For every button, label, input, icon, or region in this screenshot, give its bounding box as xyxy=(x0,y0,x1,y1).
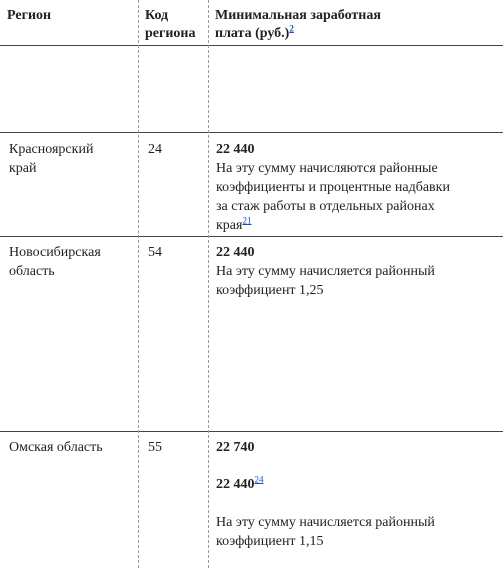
cell-region-krasnoyarsk: Красноярский край xyxy=(9,142,94,176)
note-krasnoyarsk-line1: На эту сумму начисляются районные xyxy=(216,161,438,176)
amount-omsk: 22 740 xyxy=(216,440,255,455)
header-min-wage xyxy=(215,7,381,43)
cell-region-omsk: Омская область xyxy=(9,440,103,455)
note-krasnoyarsk-line3: за стаж работы в отдельных районах xyxy=(216,199,435,214)
cell-code-novosibirsk: 54 xyxy=(148,245,162,260)
header-code-line1: Код xyxy=(145,8,169,23)
header-bottom-border xyxy=(0,45,503,46)
row-separator-omsk-top xyxy=(0,431,503,432)
amount2-omsk-wrap xyxy=(216,475,264,494)
header-min-wage-line2: плата (руб.) xyxy=(215,26,290,41)
note-novosibirsk-line1: На эту сумму начисляется районный xyxy=(216,264,435,279)
row-separator-krasnoyarsk-top xyxy=(0,132,503,133)
header-min-wage-line1: Минимальная заработная xyxy=(215,8,381,23)
note-omsk-line1: На эту сумму начисляется районный xyxy=(216,515,435,530)
cell-region-novosibirsk: Новосибирская область xyxy=(9,245,101,279)
amount-novosibirsk: 22 440 xyxy=(216,245,255,260)
column-separator-1 xyxy=(138,0,139,568)
cell-code-krasnoyarsk: 24 xyxy=(148,142,162,157)
cell-wage-krasnoyarsk xyxy=(216,140,500,235)
footnote-link-21[interactable]: 21 xyxy=(242,215,252,226)
amount-krasnoyarsk: 22 440 xyxy=(216,142,255,157)
amount2-omsk: 22 440 xyxy=(216,477,255,492)
footnote-link-2[interactable]: 2 xyxy=(289,23,294,34)
header-region: Регион xyxy=(7,8,52,23)
cell-wage-novosibirsk xyxy=(216,243,500,300)
note-krasnoyarsk-line2: коэффициенты и процентные надбавки xyxy=(216,180,450,195)
column-separator-2 xyxy=(208,0,209,568)
row-separator-novosibirsk-top xyxy=(0,236,503,237)
cell-note-omsk xyxy=(216,513,500,551)
cell-code-omsk: 55 xyxy=(148,440,162,455)
note-novosibirsk-line2: коэффициент 1,25 xyxy=(216,283,324,298)
header-code-line2: региона xyxy=(145,26,196,41)
note-omsk-line2: коэффициент 1,15 xyxy=(216,534,324,549)
note-krasnoyarsk-line4: края xyxy=(216,218,243,233)
footnote-link-24[interactable]: 24 xyxy=(254,474,264,485)
header-code xyxy=(145,7,196,43)
